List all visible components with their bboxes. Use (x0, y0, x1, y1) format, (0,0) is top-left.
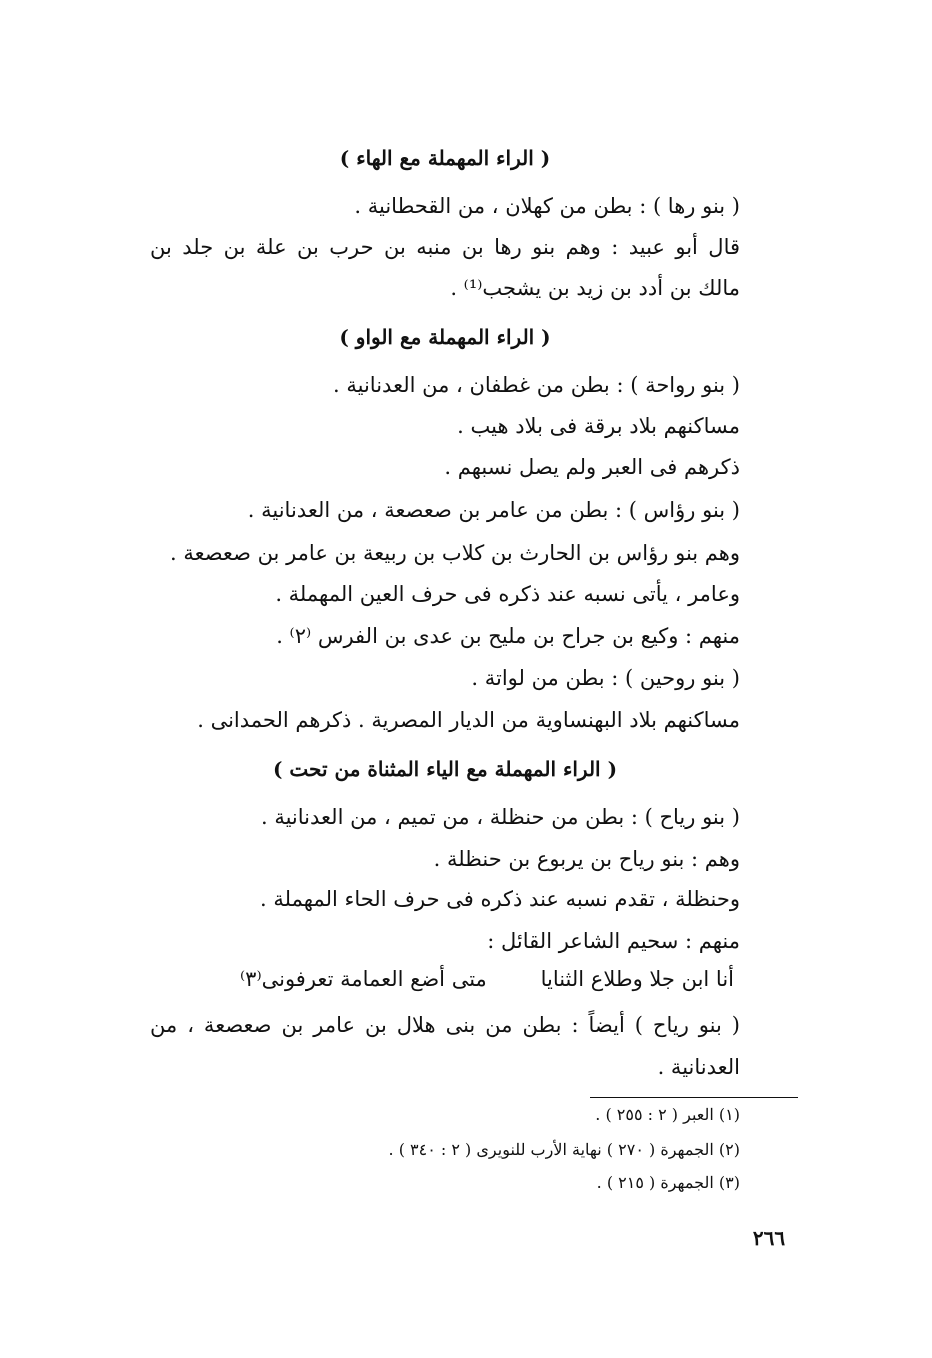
text-line: وهم : بنو رياح بن يربوع بن حنظلة . (433, 847, 740, 871)
text-line: وعامر ، يأتى نسبه عند ذكره فى حرف العين المهملة . (275, 582, 740, 606)
text-line: ( بنو رياح ) أيضاً : بطن من بنى هلال بن عامر بن صعصعة ، من (150, 1013, 740, 1037)
text-line: مساكنهم بلاد البهنساوية من الديار المصرية . ذكرهم الحمدانى . (197, 708, 740, 732)
section-heading-ya: ( الراء المهملة مع الياء المثناة من تحت ) (272, 757, 618, 781)
verse-first-hemistich: أنا ابن جلا وطلاع الثنايا (540, 967, 734, 991)
footnote: (٣) الجمهرة ( ٢١٥ ) . (596, 1173, 740, 1192)
text-line: مساكنهم بلاد برقة فى بلاد هيب . (457, 414, 740, 438)
footnotes (300, 0, 740, 1220)
text-line: وهم بنو رؤاس بن الحارث بن كلاب بن ربيعة بن عامر بن صعصعة . (169, 541, 740, 565)
footnote: (٢) الجمهرة ( ٢٧٠ ) نهاية الأرب للنويرى ( ٢ : ٣٤٠ ) . (388, 1140, 740, 1159)
footnote: (١) العبر ( ٢ : ٢٥٥ ) . (595, 1105, 740, 1124)
verse-second-hemistich: متى أضع العمامة تعرفونى⁽٣⁾ (240, 967, 487, 991)
text-line: ( بنو رياح ) : بطن من حنظلة ، من تميم ، من العدنانية . (260, 805, 740, 829)
text-line: ( بنو روحين ) : بطن من لواتة . (471, 666, 740, 690)
text-line: مالك بن أدد بن زيد بن يشجب⁽¹⁾ . (450, 276, 740, 300)
section-heading-ha: ( الراء المهملة مع الهاء ) (339, 146, 551, 170)
text-line: ( بنو رواحة ) : بطن من غطفان ، من العدنانية . (333, 373, 740, 397)
text-line: وحنظلة ، تقدم نسبه عند ذكره فى حرف الحاء المهملة . (260, 887, 740, 911)
text-line: قال أبو عبيد : وهم بنو رها بن منبه بن حرب بن علة بن جلد بن (150, 235, 740, 259)
section-heading-waw: ( الراء المهملة مع الواو ) (339, 325, 551, 349)
text-line: العدنانية . (657, 1055, 740, 1079)
text-line: منهم : سحيم الشاعر القائل : (487, 929, 740, 953)
text-line: ( بنو رؤاس ) : بطن من عامر بن صعصعة ، من العدنانية . (247, 498, 740, 522)
text-line: منهم : وكيع بن جراح بن مليح بن عدى بن الفرس ⁽٢⁾ . (276, 624, 740, 648)
text-line: ( بنو رها ) : بطن من كهلان ، من القحطانية . (354, 194, 740, 218)
page-number: ٢٦٦ (752, 1226, 786, 1250)
text-line: ذكرهم فى العبر ولم يصل نسبهم . (444, 455, 740, 479)
